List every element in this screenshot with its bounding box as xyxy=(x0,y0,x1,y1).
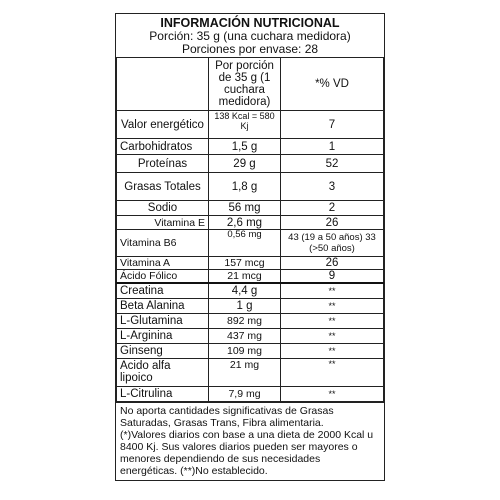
nutrient-name: L-Arginina xyxy=(117,328,209,343)
servings-info: Porciones por envase: 28 xyxy=(181,42,319,56)
nutrient-amount: 1,8 g xyxy=(209,173,281,201)
nutrient-vd: 7 xyxy=(281,111,384,139)
nutrient-vd: 3 xyxy=(281,173,384,201)
nutrient-amount: 21 mg xyxy=(209,358,281,386)
table-row xyxy=(117,139,384,155)
nutrient-vd: ** xyxy=(281,283,384,298)
nutrient-name: Sodio xyxy=(117,201,209,216)
table-row xyxy=(117,358,384,386)
table-row xyxy=(117,313,384,328)
nutrient-vd: 1 xyxy=(281,139,384,155)
table-row xyxy=(117,343,384,358)
nutrient-name: Ginseng xyxy=(117,343,209,358)
nutrient-name: Ácido Fólico xyxy=(117,270,209,284)
nutrient-amount: 0,56 mg xyxy=(209,230,281,257)
nutrient-name: Vitamina E xyxy=(117,216,209,230)
nutrient-vd: ** xyxy=(281,298,384,313)
nutrient-name: Vitamina A xyxy=(117,257,209,270)
nutrient-amount: 21 mcg xyxy=(209,270,281,284)
footer-note-daily-values: (*)Valores diarios con base a una dieta de 2000 Kcal u 8400 Kj. Sus valores diarios pueden ser mayores o menores dependiendo de sus necesidades energéticas. (**)No establecido. xyxy=(120,428,374,477)
nutrient-amount: 1,5 g xyxy=(209,139,281,155)
nutrient-amount: 4,4 g xyxy=(209,283,281,298)
label-title: INFORMACIÓN NUTRICIONAL xyxy=(160,16,340,30)
nutrient-name: Beta Alanina xyxy=(117,298,209,313)
nutrient-vd: 26 xyxy=(281,257,384,270)
nutrient-amount: 56 mg xyxy=(209,201,281,216)
nutrient-vd: ** xyxy=(281,343,384,358)
nutrient-name: Grasas Totales xyxy=(117,173,209,201)
nutrition-table xyxy=(116,58,384,402)
nutrient-amount: 109 mg xyxy=(209,343,281,358)
table-header-row xyxy=(117,58,384,111)
nutrient-amount: 892 mg xyxy=(209,313,281,328)
nutrient-amount: 1 g xyxy=(209,298,281,313)
table-row xyxy=(117,298,384,313)
nutrient-amount: 29 g xyxy=(209,155,281,173)
header-portion: Por porción de 35 g (1 cuchara medidora) xyxy=(209,58,281,111)
nutrient-amount: 157 mcg xyxy=(209,257,281,270)
nutrient-vd: ** xyxy=(281,313,384,328)
footer-note-nutrients: No aporta cantidades significativas de Grasas Saturadas, Grasas Trans, Fibra alimentaria. xyxy=(120,404,334,429)
table-row xyxy=(117,328,384,343)
nutrient-name: Proteínas xyxy=(117,155,209,173)
nutrient-name: L-Glutamina xyxy=(117,313,209,328)
nutrient-name: Vitamina B6 xyxy=(117,230,209,257)
nutrient-vd: 9 xyxy=(281,270,384,284)
table-row xyxy=(117,111,384,139)
nutrient-vd: 43 (19 a 50 años) 33 (>50 años) xyxy=(281,230,384,257)
table-row xyxy=(117,230,384,257)
table-row xyxy=(117,155,384,173)
nutrient-vd: ** xyxy=(281,328,384,343)
portion-info: Porción: 35 g (una cuchara medidora) xyxy=(149,29,351,43)
label-header xyxy=(116,14,384,58)
table-row xyxy=(117,386,384,401)
nutrient-name: L-Citrulina xyxy=(117,386,209,401)
label-footer xyxy=(116,402,384,480)
nutrient-amount: 437 mg xyxy=(209,328,281,343)
nutrient-amount: 138 Kcal = 580 Kj xyxy=(209,111,281,139)
nutrient-name: Acido alfa lipoico xyxy=(117,358,209,386)
header-vd: *% VD xyxy=(281,58,384,111)
nutrient-name: Creatina xyxy=(117,283,209,298)
table-row xyxy=(117,270,384,284)
nutrient-vd: ** xyxy=(281,386,384,401)
nutrient-name: Carbohidratos xyxy=(117,139,209,155)
nutrient-vd: ** xyxy=(281,358,384,386)
header-empty-cell xyxy=(117,58,209,111)
nutrient-vd: 52 xyxy=(281,155,384,173)
nutrient-name: Valor energético xyxy=(117,111,209,139)
nutrient-amount: 7,9 mg xyxy=(209,386,281,401)
table-row xyxy=(117,257,384,270)
nutrition-label xyxy=(115,13,385,481)
nutrient-vd: 2 xyxy=(281,201,384,216)
table-row xyxy=(117,283,384,298)
table-row xyxy=(117,173,384,201)
table-row xyxy=(117,216,384,230)
nutrient-vd: 26 xyxy=(281,216,384,230)
nutrient-amount: 2,6 mg xyxy=(209,216,281,230)
table-row xyxy=(117,201,384,216)
